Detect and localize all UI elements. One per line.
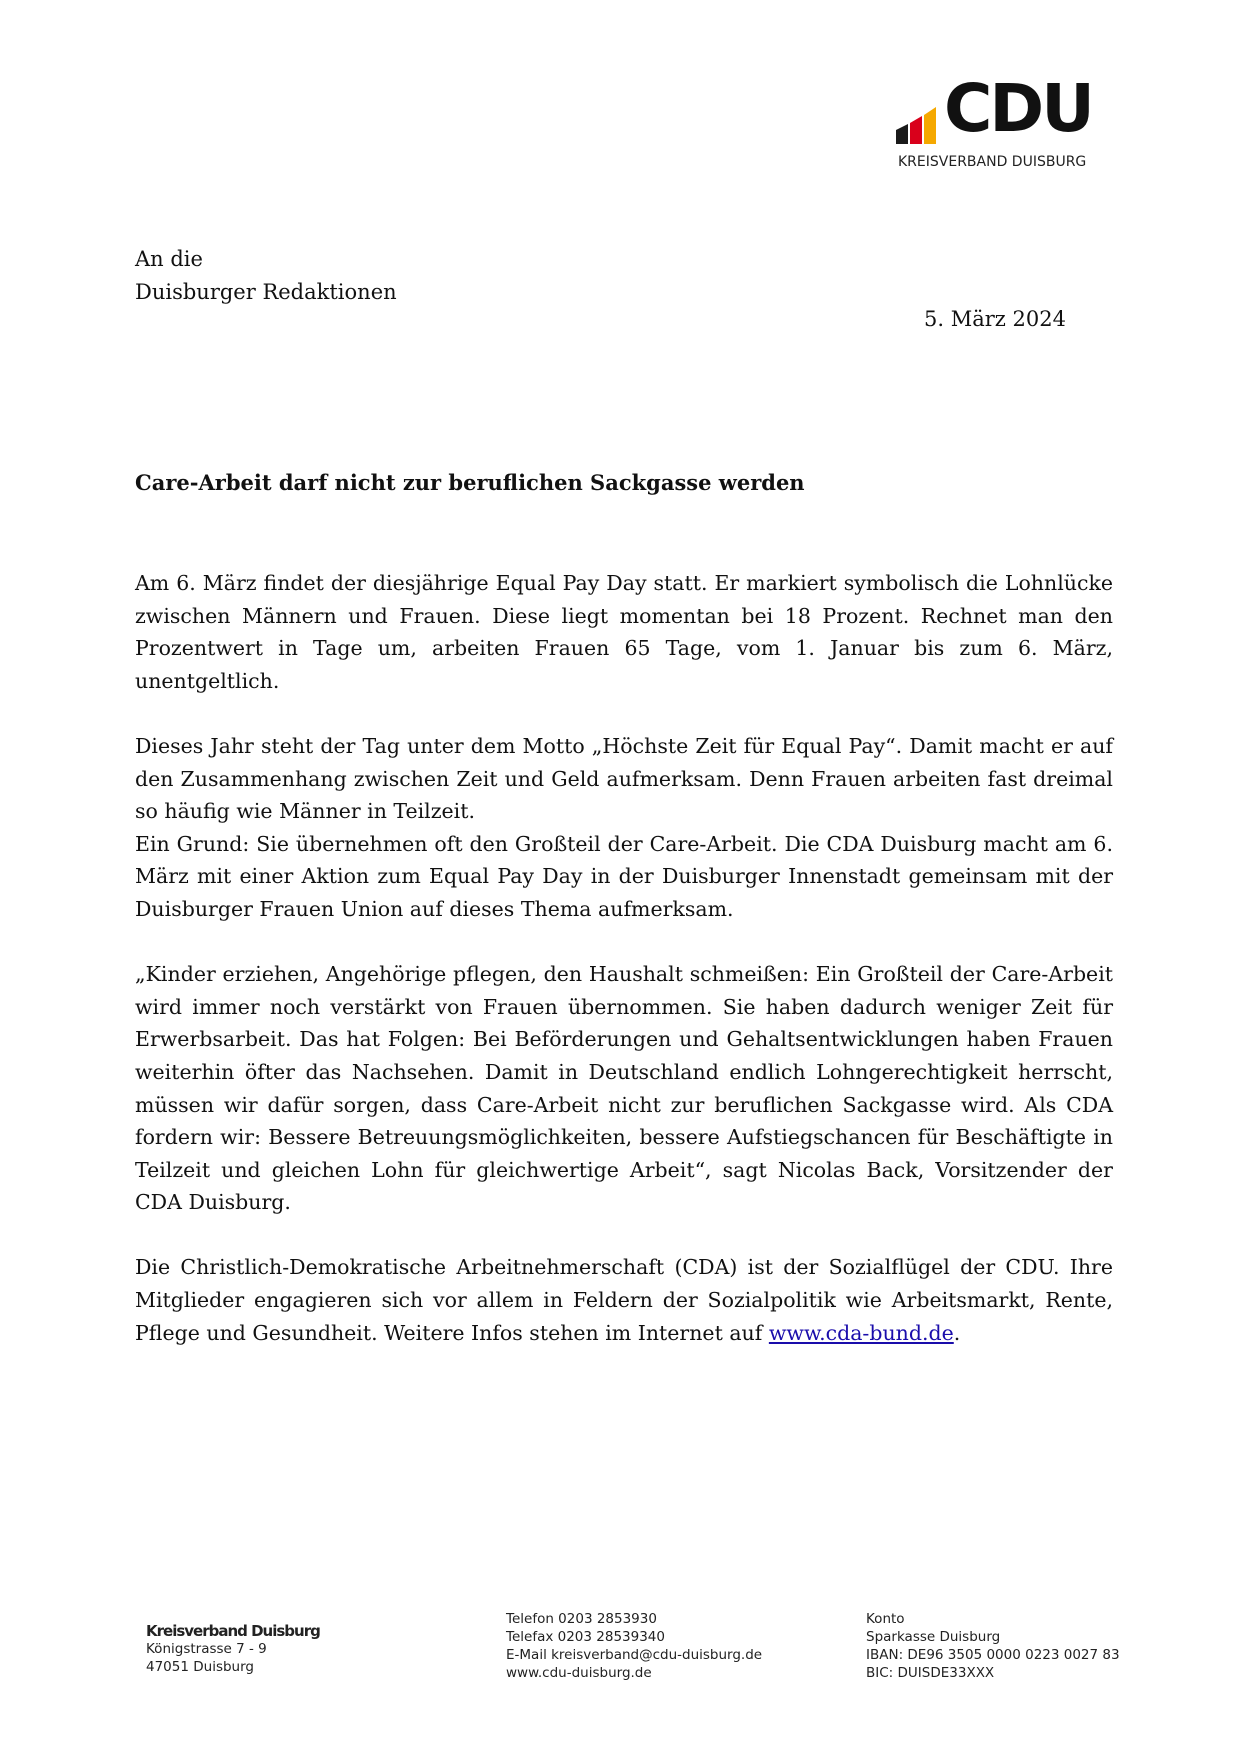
logo-wordmark: CDU xyxy=(944,70,1092,147)
paragraph-3: Ein Grund: Sie übernehmen oft den Großteil der Care-Arbeit. Die CDA Duisburg macht am 6. März mit einer Aktion zum Equal Pay Day in der Duisburger Innenstadt gemeinsam mit der Duisburger Frauen Union auf dieses Thema aufmerksam. xyxy=(135,831,1113,921)
footer-phone: Telefon 0203 2853930 xyxy=(506,1611,657,1627)
paragraph-5-text: Die Christlich-Demokratische Arbeitnehmerschaft (CDA) ist der Sozialflügel der CDU. Ihre Mitglieder engagieren sich vor allem in Feldern der Sozialpolitik wie Arbeitsmarkt, Rente, Pflege und Gesundheit. Weitere Infos stehen im Internet auf xyxy=(135,1255,1113,1345)
footer-web: www.cdu-duisburg.de xyxy=(506,1665,652,1681)
recipient-line-2: Duisburger Redaktionen xyxy=(135,280,397,304)
footer-street: Königstrasse 7 - 9 xyxy=(146,1641,267,1657)
footer-email: E-Mail kreisverband@cdu-duisburg.de xyxy=(506,1647,763,1663)
paragraph-2: Dieses Jahr steht der Tag unter dem Motto „Höchste Zeit für Equal Pay“. Damit macht er auf den Zusammenhang zwischen Zeit und Geld aufmerksam. Denn Frauen arbeiten fast dreimal so häufig wie Männer in Teilzeit. xyxy=(135,733,1113,824)
footer-fax: Telefax 0203 28539340 xyxy=(506,1629,665,1645)
paragraph-4: „Kinder erziehen, Angehörige pflegen, den Haushalt schmeißen: Ein Großteil der Care-Arbeit wird immer noch verstärkt von Frauen übernommen. Sie haben dadurch weniger Zeit für Erwerbsarbeit. Das hat Folgen: Bei Beförderungen und Gehaltsentwicklungen haben Frauen weiterhin öfter das Nachsehen. Damit in Deutschland endlich Lohngerechtigkeit herrscht, müssen wir dafür sorgen, dass Care-Arbeit nicht zur beruflichen Sackgasse wird. Als CDA fordern wir: Bessere Betreuungsmöglichkeiten, bessere Aufstiegschancen für Beschäftigte in Teilzeit und gleichen Lohn für gleichwertige Arbeit“, sagt Nicolas Back, Vorsitzender der CDA Duisburg. xyxy=(135,962,1113,1215)
footer-bank xyxy=(866,1610,1120,1682)
cdu-logo xyxy=(896,70,1116,174)
cda-bund-link[interactable]: www.cda-bund.de xyxy=(768,1320,954,1345)
recipient-line-1: An die xyxy=(135,247,203,271)
letter-date: 5. März 2024 xyxy=(924,307,1066,331)
letter-body xyxy=(135,567,1113,1382)
footer-address xyxy=(146,1622,320,1676)
footer-konto-label: Konto xyxy=(866,1611,905,1627)
footer-contact xyxy=(506,1610,762,1682)
paragraph-5 xyxy=(135,1251,1113,1349)
footer-bank-name: Sparkasse Duisburg xyxy=(866,1629,1001,1645)
logo-bars-icon xyxy=(896,94,948,144)
recipient-block xyxy=(135,243,397,309)
footer-city: 47051 Duisburg xyxy=(146,1659,254,1675)
logo-subtitle: KREISVERBAND DUISBURG xyxy=(898,154,1087,170)
headline: Care-Arbeit darf nicht zur beruflichen Sackgasse werden xyxy=(135,470,805,495)
footer-org-name: Kreisverband Duisburg xyxy=(146,1622,320,1640)
footer-iban: IBAN: DE96 3505 0000 0223 0027 83 xyxy=(866,1647,1120,1663)
footer-bic: BIC: DUISDE33XXX xyxy=(866,1665,995,1681)
paragraph-5-end: . xyxy=(953,1320,961,1345)
paragraph-1: Am 6. März findet der diesjährige Equal Pay Day statt. Er markiert symbolisch die Lohnlücke zwischen Männern und Frauen. Diese liegt momentan bei 18 Prozent. Rechnet man den Prozentwert in Tage um, arbeiten Frauen 65 Tage, vom 1. Januar bis zum 6. März, unentgeltlich. xyxy=(135,571,1113,693)
